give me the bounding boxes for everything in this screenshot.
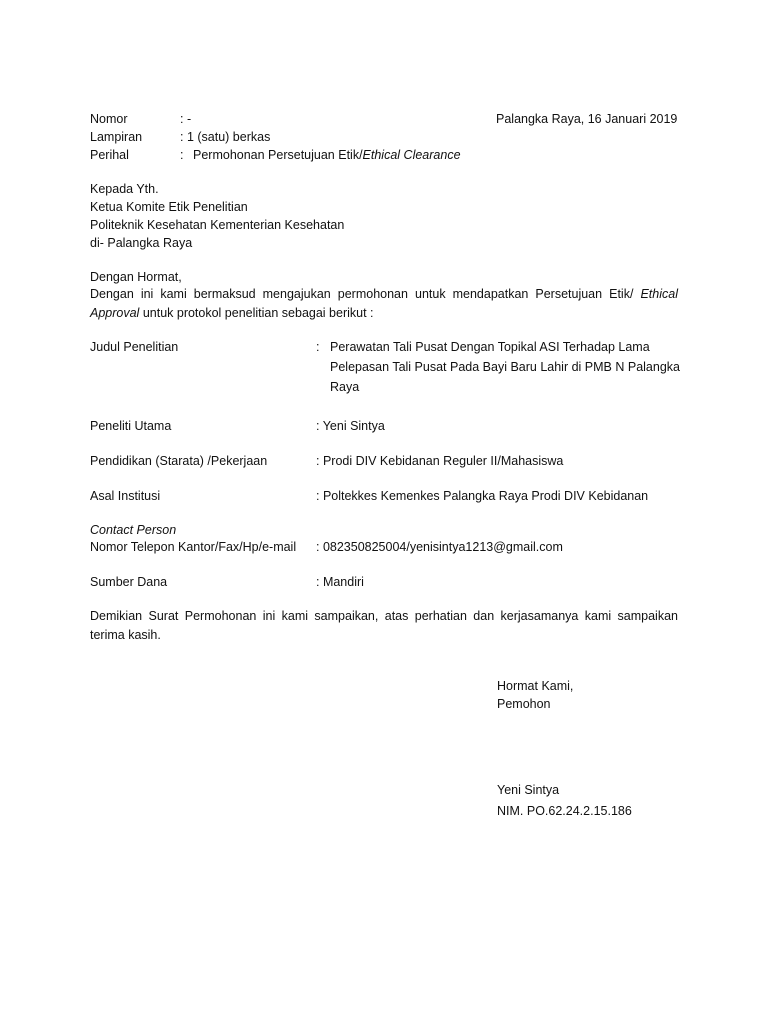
nomor-value: : - (180, 112, 192, 126)
recipient-line-1: Kepada Yth. (90, 182, 159, 196)
perihal-colon: : (180, 148, 184, 162)
judul-line-3: Raya (330, 380, 360, 394)
judul-line-1: Perawatan Tali Pusat Dengan Topikal ASI Terhadap Lama (330, 340, 650, 354)
place-date: Palangka Raya, 16 Januari 2019 (496, 112, 678, 126)
dana-value: : Mandiri (316, 575, 364, 589)
signature-regards: Hormat Kami, (497, 679, 574, 693)
signature-name: Yeni Sintya (497, 783, 560, 797)
nomor-label: Nomor (90, 112, 128, 126)
perihal-text-italic: Ethical Clearance (362, 148, 461, 162)
greeting: Dengan Hormat, (90, 270, 182, 284)
perihal-text: Permohonan Persetujuan Etik/ (193, 148, 363, 162)
pendidikan-label: Pendidikan (Starata) /Pekerjaan (90, 454, 268, 468)
recipient-line-2: Ketua Komite Etik Penelitian (90, 200, 248, 214)
judul-label: Judul Penelitian (90, 340, 179, 354)
signature-role: Pemohon (497, 697, 551, 711)
contact-person-label: Contact Person (90, 523, 177, 537)
dana-label: Sumber Dana (90, 575, 168, 589)
perihal-value (193, 146, 461, 164)
intro-text-2: untuk protokol penelitian sebagai berikut : (139, 306, 374, 320)
lampiran-label: Lampiran (90, 130, 143, 144)
peneliti-value: : Yeni Sintya (316, 419, 385, 433)
closing-paragraph: Demikian Surat Permohonan ini kami sampaikan, atas perhatian dan kerjasamanya kami sampaikan terima kasih. (90, 609, 678, 642)
lampiran-value: : 1 (satu) berkas (180, 130, 271, 144)
recipient-line-4: di- Palangka Raya (90, 236, 193, 250)
peneliti-label: Peneliti Utama (90, 419, 172, 433)
recipient-line-3: Politeknik Kesehatan Kementerian Kesehatan (90, 218, 345, 232)
telepon-value: : 082350825004/yenisintya1213@gmail.com (316, 540, 563, 554)
asal-label: Asal Institusi (90, 489, 161, 503)
intro-italic: Ethical Approval (90, 287, 678, 320)
judul-colon: : (316, 340, 320, 354)
intro-paragraph (90, 285, 678, 323)
signature-nim: NIM. PO.62.24.2.15.186 (497, 804, 632, 818)
intro-text-1: Dengan ini kami bermaksud mengajukan permohonan untuk mendapatkan Persetujuan Etik/ (90, 287, 641, 301)
judul-line-2: Pelepasan Tali Pusat Pada Bayi Baru Lahir di PMB N Palangka (330, 360, 680, 374)
asal-value: : Poltekkes Kemenkes Palangka Raya Prodi DIV Kebidanan (316, 489, 649, 503)
telepon-label: Nomor Telepon Kantor/Fax/Hp/e-mail (90, 540, 297, 554)
perihal-label: Perihal (90, 148, 129, 162)
pendidikan-value: : Prodi DIV Kebidanan Reguler II/Mahasiswa (316, 454, 564, 468)
